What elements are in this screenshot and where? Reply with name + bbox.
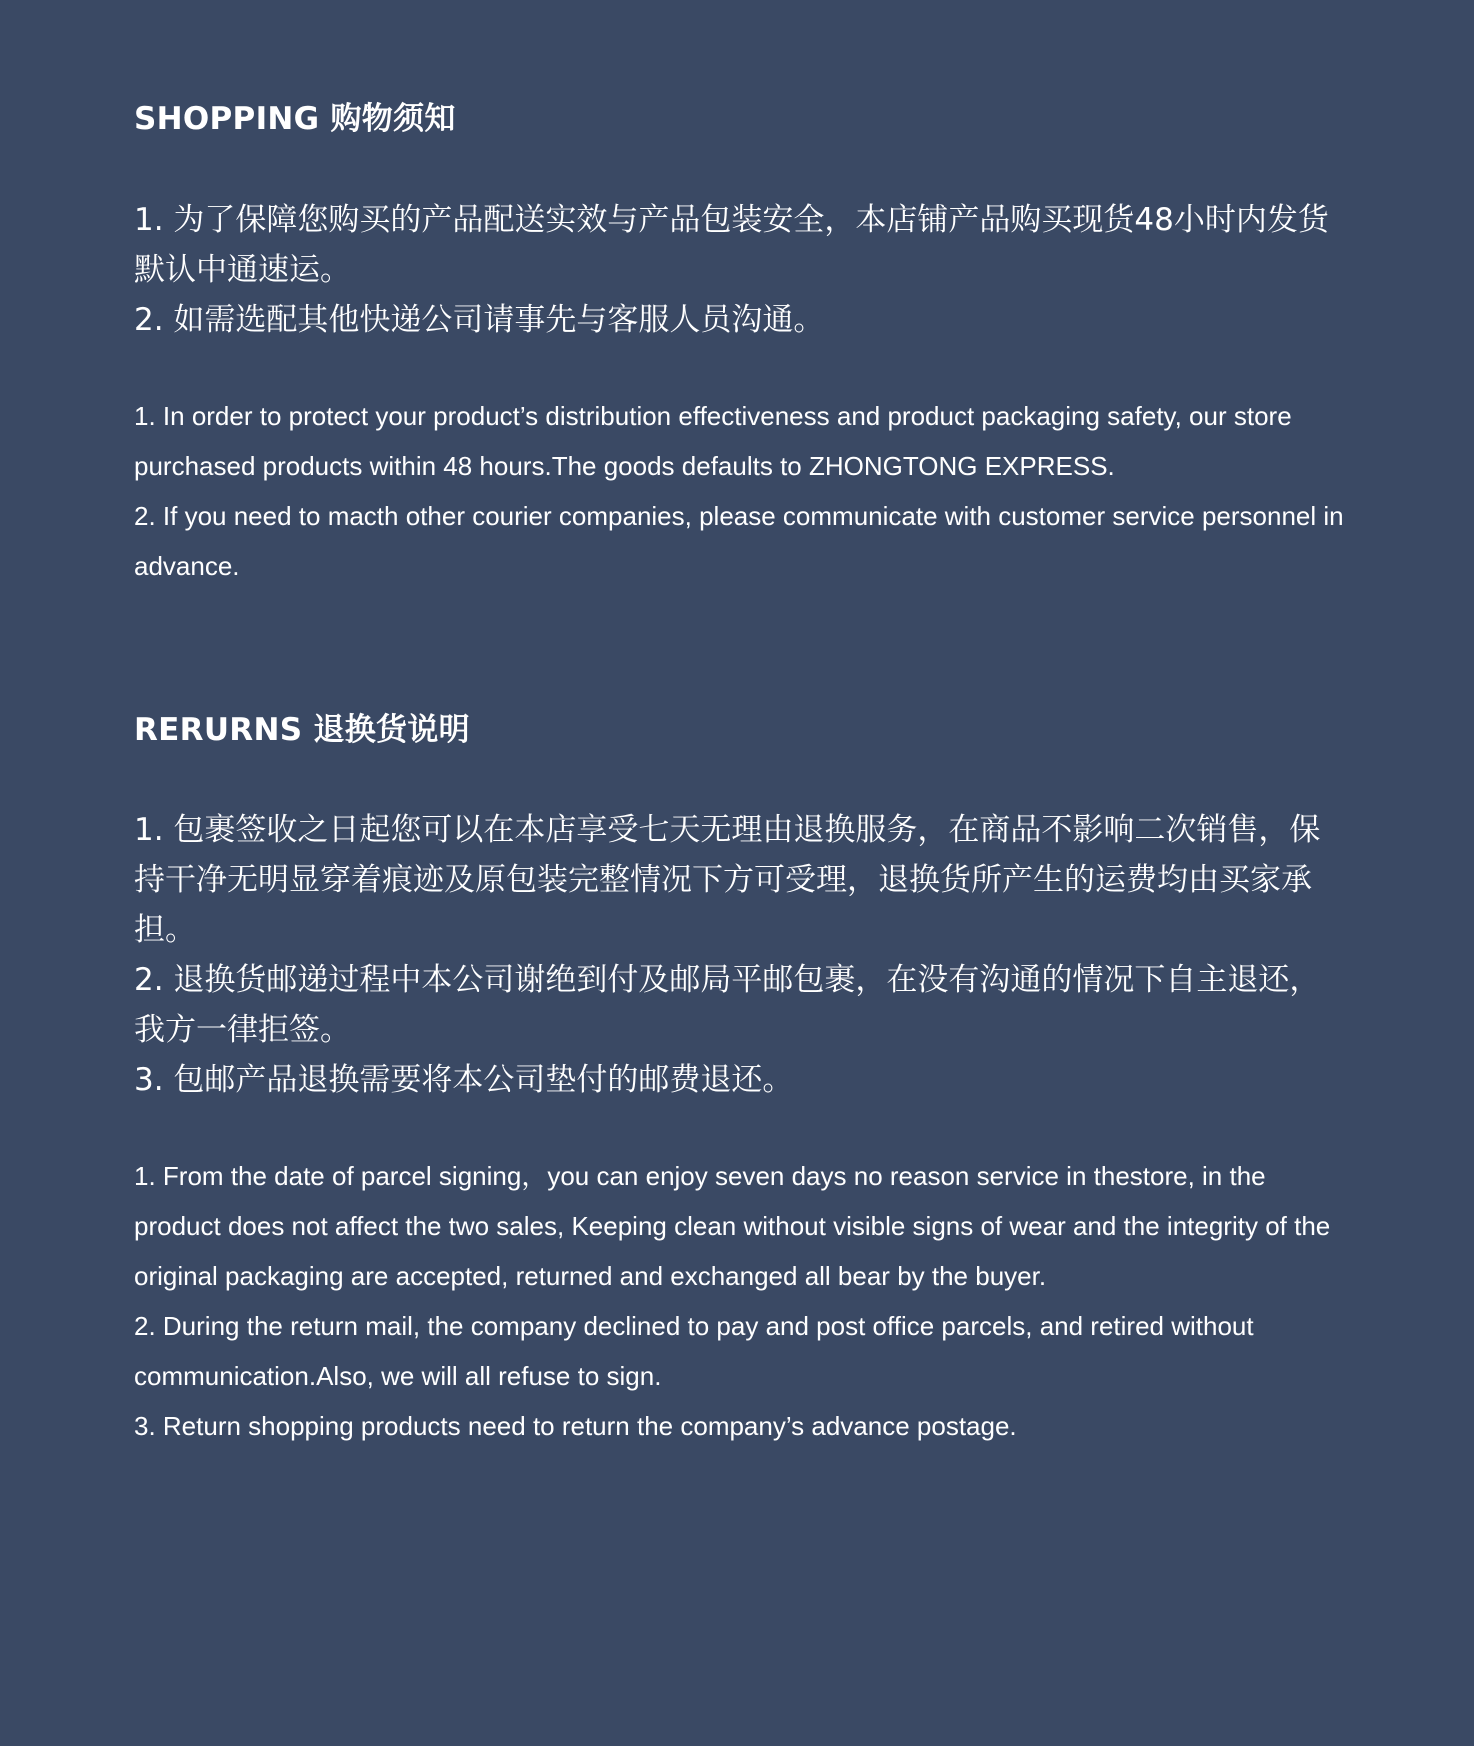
shopping-en-item-1: 1. In order to protect your product’s distribution effectiveness and product packaging safety, our store purchased products within 48 hours.The goods defaults to ZHONGTONG EXPRESS. <box>134 401 1292 481</box>
returns-english-list <box>134 1151 1344 1451</box>
returns-cn-item-3: 3. 包邮产品退换需要将本公司垫付的邮费退还。 <box>134 1062 794 1098</box>
shopping-english-list <box>134 391 1344 591</box>
shopping-cn-item-1: 1. 为了保障您购买的产品配送实效与产品包装安全，本店铺产品购买现货48小时内发货默认中通速运。 <box>134 202 1329 288</box>
returns-chinese-list <box>134 805 1344 1105</box>
shopping-section-title: SHOPPING 购物须知 <box>134 101 456 137</box>
returns-en-item-3: 3. Return shopping products need to return the company’s advance postage. <box>134 1411 1017 1441</box>
shopping-chinese-list <box>134 195 1344 345</box>
returns-section-title: RERURNS 退换货说明 <box>134 712 470 748</box>
shopping-en-item-2: 2. If you need to macth other courier companies, please communicate with customer service personnel in advance. <box>134 501 1344 581</box>
returns-cn-item-1: 1. 包裹签收之日起您可以在本店享受七天无理由退换服务，在商品不影响二次销售，保持干净无明显穿着痕迹及原包装完整情况下方可受理，退换货所产生的运费均由买家承担。 <box>134 812 1321 948</box>
returns-en-item-2: 2. During the return mail, the company declined to pay and post office parcels, and retired without communication.Also, we will all refuse to sign. <box>134 1311 1254 1391</box>
shopping-cn-item-2: 2. 如需选配其他快递公司请事先与客服人员沟通。 <box>134 302 825 338</box>
returns-cn-item-2: 2. 退换货邮递过程中本公司谢绝到付及邮局平邮包裹，在没有沟通的情况下自主退还，我方一律拒签。 <box>134 962 1321 1048</box>
returns-en-item-1: 1. From the date of parcel signing，you can enjoy seven days no reason service in thestore, in the product does not affect the two sales, Keeping clean without visible signs of wear and the integrity of the original packaging are accepted, returned and exchanged all bear by the buyer. <box>134 1161 1331 1291</box>
